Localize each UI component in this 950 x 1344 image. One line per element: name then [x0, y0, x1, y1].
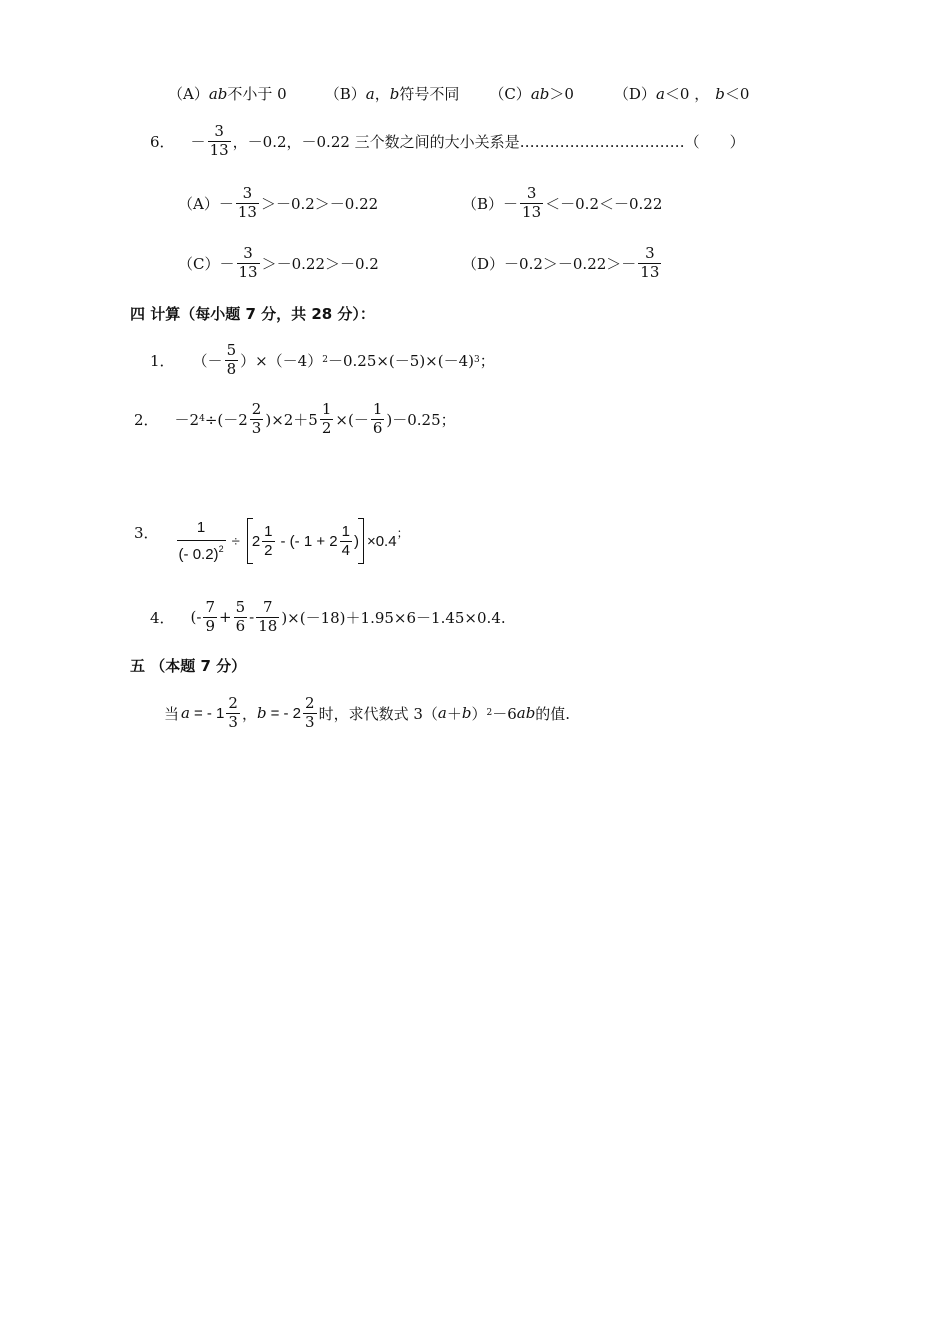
- calc-3-main-fraction: [177, 520, 226, 563]
- q5-plus: ＋: [446, 704, 462, 723]
- frac-den: 18: [258, 616, 278, 635]
- calc-2-number: 2．: [134, 410, 159, 429]
- option-c-label: （C）: [489, 84, 531, 103]
- calc-3-in-c: ): [353, 532, 359, 550]
- q5-option-d: [614, 83, 749, 104]
- calc-2-d: ×(－: [335, 410, 369, 429]
- q5-option-c: [489, 83, 574, 104]
- frac-num: 1: [321, 399, 332, 418]
- frac-den: 13: [640, 262, 660, 281]
- calc-2-b: ÷(－2: [204, 410, 248, 429]
- q5-a-fraction: [226, 693, 240, 731]
- frac-num: 5: [226, 340, 237, 359]
- q5-var-b: b: [256, 704, 267, 722]
- q5-v3: ab: [516, 704, 536, 722]
- minus: －: [503, 194, 519, 213]
- option-b-label: （B）: [462, 194, 504, 213]
- calc-1-fraction: [225, 340, 239, 378]
- frac-num: 1: [341, 522, 350, 540]
- calc-2-fraction: [371, 399, 385, 437]
- option-c-label: （C）: [178, 254, 220, 273]
- frac-num: 3: [243, 243, 253, 262]
- calc-3-number: 3．: [134, 524, 159, 542]
- calc-1-number: 1．: [150, 351, 175, 370]
- frac-den: 4: [341, 541, 350, 559]
- q5-option-b: [325, 83, 460, 104]
- fraction: [236, 183, 259, 221]
- frac-num: 1: [264, 522, 273, 540]
- frac-den: 9: [205, 616, 216, 635]
- calc-2-exp: 4: [199, 414, 205, 424]
- frac-den: 13: [522, 202, 542, 221]
- frac-den: 13: [238, 262, 258, 281]
- q5-text1: 时，求代数式 3（: [318, 704, 438, 723]
- fraction: [638, 243, 661, 281]
- calc-1-exp2: 3: [474, 355, 480, 365]
- q5-text2: ）: [471, 704, 487, 723]
- calc-3: [134, 512, 409, 570]
- option-b-var2: b: [389, 84, 400, 103]
- calc-2-c: )×2＋5: [265, 410, 318, 429]
- frac-den-text: (- 0.2): [178, 545, 219, 563]
- option-a-tail: ＞－0.2＞－0.22: [260, 194, 379, 213]
- frac-den: 3: [251, 418, 262, 437]
- q6-rest: ，－0.2，－0.22 三个数之间的大小关系是……………………………（ ）: [232, 132, 745, 151]
- calc-3-end: ；: [396, 526, 409, 540]
- frac-num: 3: [242, 183, 253, 202]
- calc-4-minus: -: [249, 608, 255, 626]
- option-b-text: 符号不同: [399, 84, 460, 103]
- option-a-text: 不小于 0: [227, 84, 287, 103]
- frac-den: 3: [228, 712, 238, 731]
- frac-den-exp: 2: [218, 543, 224, 554]
- option-c-var: ab: [530, 84, 550, 103]
- option-d-label: （D）: [462, 254, 505, 273]
- calc-2-e: )－0.25；: [386, 410, 456, 429]
- calc-3-in-b: - (- 1 + 2: [280, 532, 338, 550]
- q5-eq1: = - 1: [193, 704, 225, 722]
- calc-3-in-a: 2: [251, 532, 261, 550]
- calc-1-end: ；: [479, 351, 495, 370]
- calc-4-fraction1: [203, 597, 217, 635]
- frac-den: 2: [321, 418, 332, 437]
- q5-comma: ，: [241, 704, 257, 723]
- q6-option-d: [462, 240, 663, 286]
- calc-1-open: （－: [192, 351, 223, 370]
- fraction: [237, 243, 260, 281]
- option-a-label: （A）: [168, 84, 209, 103]
- calc-2-a: －2: [174, 410, 200, 429]
- q5-exp: 2: [486, 708, 493, 718]
- calc-4-fraction2: [234, 597, 248, 635]
- q6-minus: －: [190, 132, 206, 151]
- option-b-tail: ＜－0.2＜－0.22: [545, 194, 663, 213]
- q5-option-a: [168, 83, 287, 104]
- q5-text3: －6: [492, 704, 517, 723]
- option-d-text1: ＜0 ，: [664, 84, 710, 103]
- q6-stem: [150, 118, 745, 164]
- calc-2-mixed2-fraction: [320, 399, 334, 437]
- q5-var-a: a: [181, 704, 190, 722]
- q5-body: [164, 690, 570, 736]
- calc-1-exp1: 2: [322, 355, 328, 365]
- q5-when: 当: [164, 704, 180, 723]
- frac-num: 2: [251, 399, 262, 418]
- frac-den: 6: [372, 418, 383, 437]
- calc-4-a: (-: [190, 608, 202, 626]
- frac-den: 8: [226, 359, 237, 378]
- q6-number: 6．: [150, 132, 175, 151]
- calc-3-tail: ×0.4: [366, 532, 397, 550]
- frac-num: 1: [372, 399, 383, 418]
- frac-num: 3: [645, 243, 655, 262]
- calc-1-mid: －0.25×(－5)×(－4): [327, 351, 474, 370]
- frac-den: 13: [237, 202, 257, 221]
- section-4-title: 四 计算（每小题 7 分，共 28 分）：: [130, 304, 375, 323]
- option-d-var2: b: [715, 84, 725, 103]
- frac-num: 3: [526, 183, 537, 202]
- section-5-title: 五 （本题 7 分）: [130, 656, 247, 675]
- calc-1: [150, 337, 495, 383]
- q5-options-row: [168, 82, 749, 104]
- calc-3-bracket: [247, 518, 364, 565]
- option-b-sep: ，: [374, 84, 390, 103]
- frac-num: 2: [228, 693, 238, 712]
- calc-4-plus: +: [219, 608, 232, 626]
- option-b-label: （B）: [324, 84, 366, 103]
- q6-option-c: [178, 240, 379, 286]
- option-b-var1: a: [365, 84, 375, 103]
- minus: －: [218, 194, 234, 213]
- calc-4-number: 4．: [150, 608, 175, 627]
- q5-v2: b: [461, 704, 472, 722]
- option-d-head: －0.2＞－0.22＞－: [504, 254, 637, 273]
- fraction: [520, 183, 543, 221]
- frac-den: 6: [235, 616, 246, 635]
- option-a-var: ab: [208, 84, 228, 103]
- frac-den: 13: [209, 140, 229, 159]
- frac-den: [177, 540, 226, 563]
- option-d-var1: a: [655, 84, 665, 103]
- frac-den: 3: [305, 712, 315, 731]
- option-d-label: （D）: [613, 84, 656, 103]
- calc-4-fraction3: [256, 597, 279, 635]
- frac-num: 5: [235, 597, 246, 616]
- minus: －: [219, 254, 235, 273]
- calc-2-mixed1-fraction: [250, 399, 264, 437]
- q6-option-a: [178, 180, 378, 226]
- frac-num: 2: [305, 693, 315, 712]
- calc-4-tail: )×(－18)＋1.95×6－1.45×0.4.: [281, 608, 506, 627]
- frac-den: 2: [264, 541, 273, 559]
- calc-2: [134, 396, 456, 442]
- frac-num: 7: [262, 597, 273, 616]
- option-a-label: （A）: [178, 194, 219, 213]
- q6-option-b: [462, 180, 662, 226]
- option-d-text2: ＜0: [724, 84, 750, 103]
- frac-num: 7: [205, 597, 216, 616]
- calc-3-in-fraction1: [262, 524, 274, 559]
- calc-1-close: ）×（－4）: [240, 351, 323, 370]
- option-c-tail: ＞－0.22＞－0.2: [261, 254, 379, 273]
- q5-b-fraction: [303, 693, 317, 731]
- calc-3-divide: ÷: [231, 532, 240, 550]
- q5-eq2: = - 2: [270, 704, 302, 722]
- frac-num: 3: [214, 121, 224, 140]
- q6-fraction: [208, 121, 231, 159]
- q5-text4: 的值.: [535, 704, 571, 723]
- option-c-text: ＞0: [549, 84, 574, 103]
- q5-v1: a: [437, 704, 447, 722]
- frac-num: 1: [196, 518, 206, 536]
- calc-3-in-fraction2: [340, 524, 352, 559]
- calc-4: [150, 594, 506, 640]
